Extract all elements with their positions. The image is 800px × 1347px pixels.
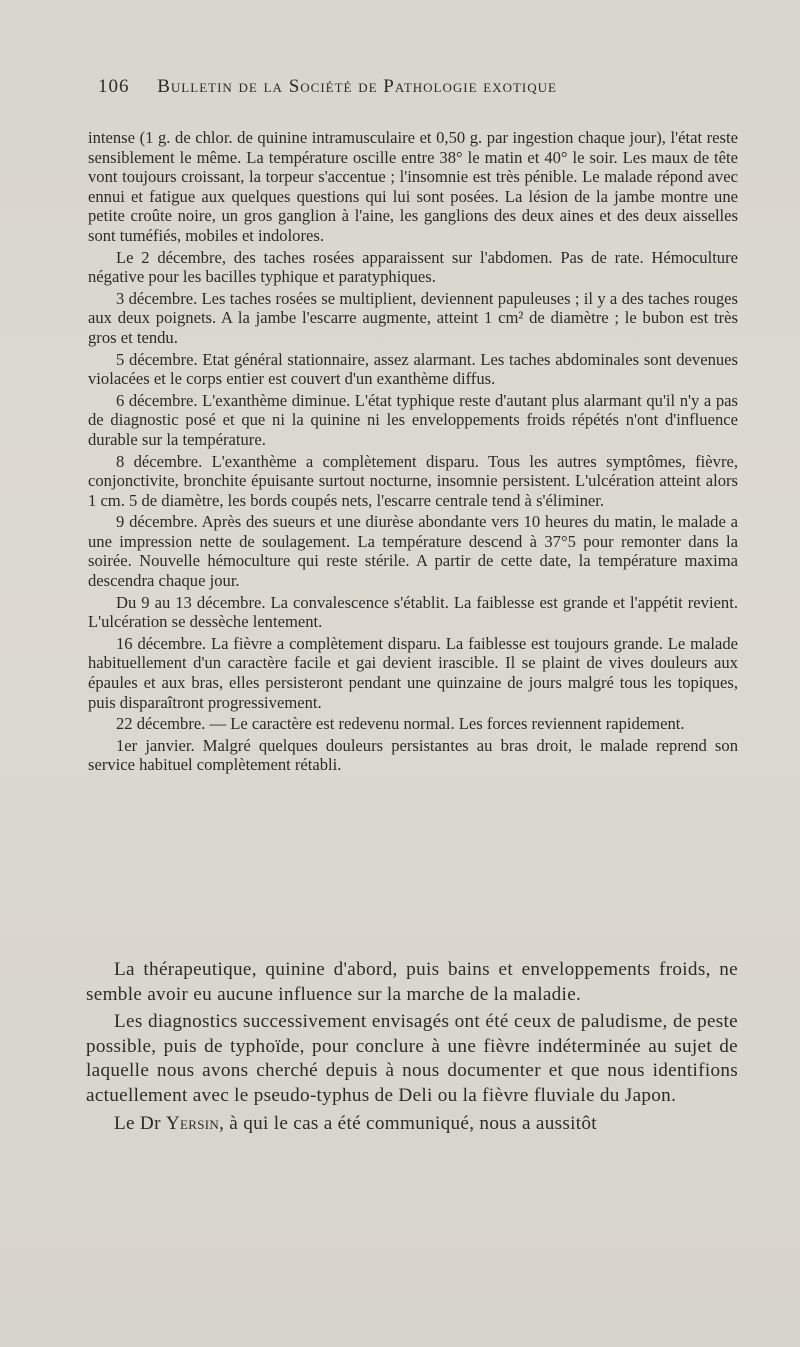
- discussion-paragraph: Les diagnostics successivement envisagés ont été ceux de paludisme, de peste possible, puis de typhoïde, pour conclure à une fièvre indéterminée au sujet de laquelle nous avons cherché depuis à nous documenter et que nous identifions actuellement avec le pseudo-typhus de Deli ou la fièvre fluviale du Japon.: [86, 1011, 738, 1106]
- case-paragraph: 1er janvier. Malgré quelques douleurs persistantes au bras droit, le malade reprend son service habituel complètement rétabli.: [88, 735, 738, 775]
- case-paragraph: Le 2 décembre, des taches rosées apparaissent sur l'abdomen. Pas de rate. Hémoculture négative pour les bacilles typhique et paratyphiques.: [88, 247, 738, 287]
- case-paragraph: Du 9 au 13 décembre. La convalescence s'établit. La faiblesse est grande et l'appétit revient. L'ulcération se dessèche lentement.: [88, 592, 738, 632]
- case-paragraph: 3 décembre. Les taches rosées se multiplient, deviennent papuleuses ; il y a des taches rouges aux deux poignets. A la jambe l'escarre augmente, atteint 1 cm² de diamètre ; le bubon est très gros et tendu.: [88, 288, 738, 347]
- case-paragraph: 16 décembre. La fièvre a complètement disparu. La faiblesse est toujours grande. Le malade habituellement d'un caractère facile et gai devient irascible. Il se plaint de vives douleurs aux épaules et aux bras, elles persisteront pendant une quinzaine de jours malgré tous les topiques, puis disparaîtront progressivement.: [88, 633, 738, 712]
- discussion-text-fragment: , à qui le cas a été communiqué, nous a aussitôt: [219, 1112, 597, 1134]
- case-paragraph: 6 décembre. L'exanthème diminue. L'état typhique reste d'autant plus alarmant qu'il n'y a pas de diagnostic posé et que ni la quinine ni les enveloppements froids répétés n'ont d'influence durable sur la température.: [88, 390, 738, 449]
- discussion-paragraph: La thérapeutique, quinine d'abord, puis bains et enveloppements froids, ne semble avoir eu aucune influence sur la marche de la maladie.: [86, 959, 738, 1005]
- page-number: 106: [98, 76, 130, 97]
- case-paragraph: 5 décembre. Etat général stationnaire, assez alarmant. Les taches abdominales sont devenues violacées et le corps entier est couvert d'un exanthème diffus.: [88, 349, 738, 389]
- author-title: Le Dr: [114, 1112, 166, 1134]
- case-paragraph: 9 décembre. Après des sueurs et une diurèse abondante vers 10 heures du matin, le malade a une impression nette de soulagement. La température descend à 37°5 pour remonter dans la soirée. Nouvelle hémoculture qui reste stérile. A partir de cette date, la température maxima descendra chaque jour.: [88, 512, 738, 591]
- case-paragraph: intense (1 g. de chlor. de quinine intramusculaire et 0,50 g. par ingestion chaque jour), l'état reste sensiblement le même. La température oscille entre 38° le matin et 40° le soir. Les maux de tête vont toujours croissant, la torpeur s'accentue ; l'insomnie est très pénible. Le malade répond avec ennui et fatigue aux quelques questions qui lui sont posées. La lésion de la jambe montre une petite croûte noire, un gros ganglion à l'aine, les ganglions des deux aines et des deux aisselles sont tuméfiés, mobiles et indolores.: [88, 128, 738, 245]
- author-name: Yersin: [165, 1112, 220, 1134]
- case-paragraph: 8 décembre. L'exanthème a complètement disparu. Tous les autres symptômes, fièvre, conjonctivite, bronchite épuisante surtout nocturne, insomnie persistent. L'ulcération atteint alors 1 cm. 5 de diamètre, les bords coupés nets, l'escarre centrale tend à s'éliminer.: [88, 451, 738, 510]
- case-report-text: [88, 128, 738, 777]
- discussion-text: [86, 958, 738, 1139]
- running-header: [98, 76, 658, 98]
- discussion-paragraph: [86, 1112, 738, 1137]
- running-title: Bulletin de la Société de Pathologie exotique: [157, 76, 557, 97]
- case-paragraph: 22 décembre. — Le caractère est redevenu normal. Les forces reviennent rapidement.: [116, 714, 685, 734]
